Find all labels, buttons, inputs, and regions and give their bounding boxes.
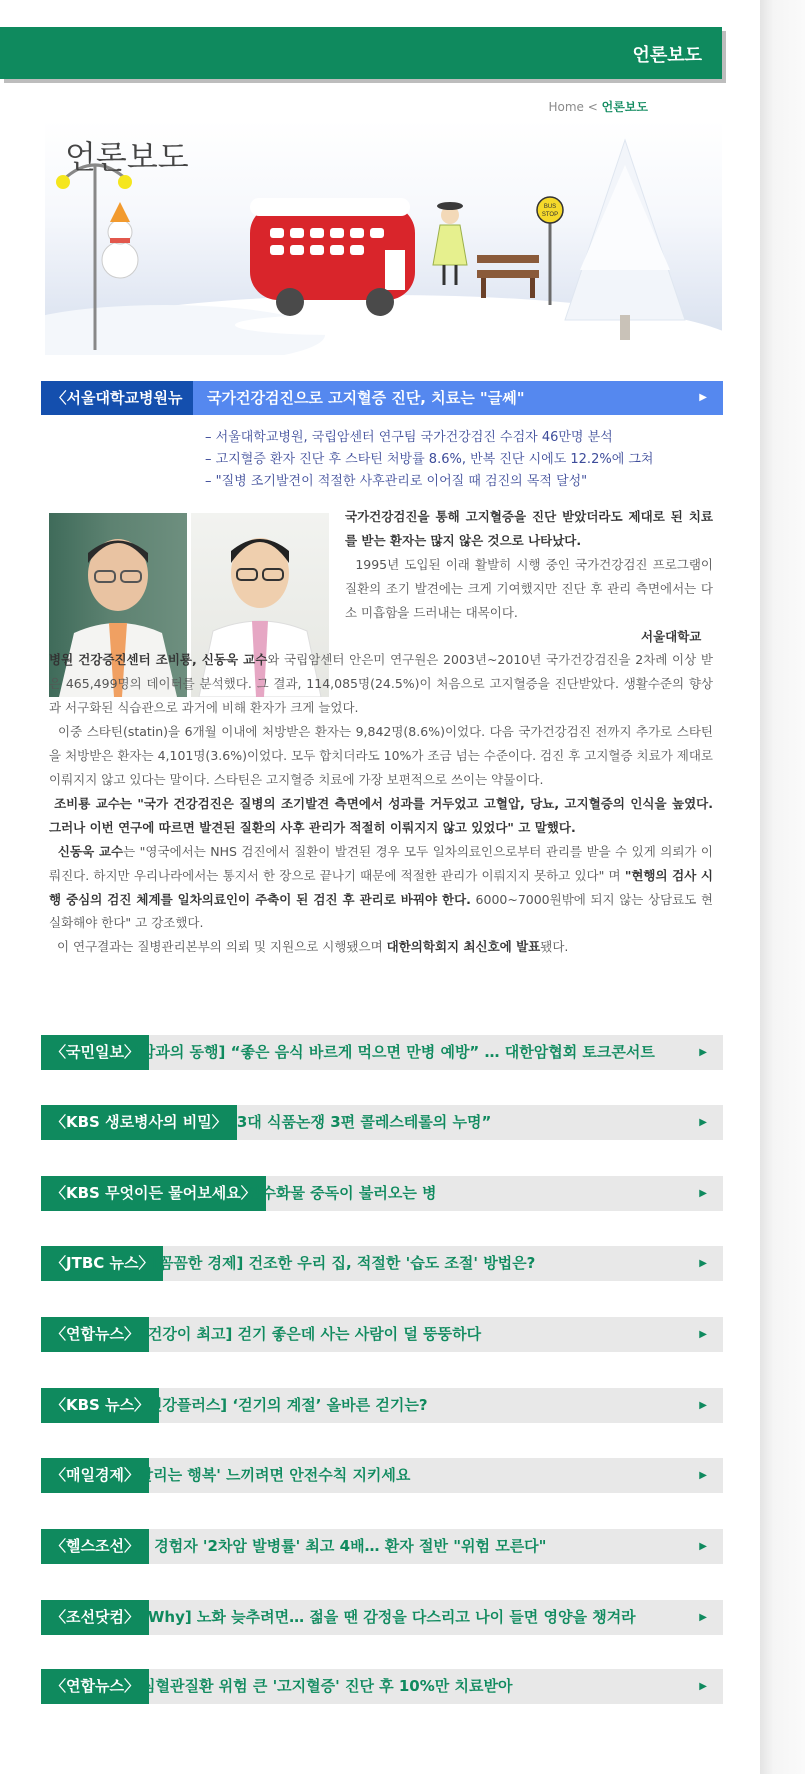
news-source-tag: 〈연합뉴스〉 <box>41 1669 149 1704</box>
arrow-right-icon: ▶ <box>699 392 707 403</box>
bus-stop-sign-icon <box>537 197 563 305</box>
breadcrumb <box>549 98 649 115</box>
summary-item: – "질병 조기발견이 적절한 사후관리로 이어질 때 검진의 목적 달성" <box>205 474 588 489</box>
news-headline[interactable]: [건강플러스] ‘걷기의 계절’ 올바른 걷기는? <box>141 1396 428 1414</box>
news-headline[interactable]: 탄수화물 중독이 불러오는 병 <box>247 1184 437 1202</box>
article-text-bold: 서울대학교병원 건강증진센터 조비룡, 신동욱 교수 <box>49 628 702 668</box>
featured-article-body <box>49 505 713 959</box>
article-paragraph <box>49 720 713 792</box>
news-item[interactable] <box>41 1458 723 1493</box>
svg-text:BUS: BUS <box>543 204 557 210</box>
article-text: 1995년 도입된 이래 활발히 시행 중인 국가건강검진 프로그램이 질환의 조기 발견에는 크게 기여했지만 진단 후 관리 측면에서는 다소 미흡함을 드러내는 대목이다. <box>345 556 713 620</box>
arrow-right-icon: ▶ <box>699 1681 707 1692</box>
article-text: 6000~7000원밖에 되지 않는 상담료도 현실화해야 한다" 고 강조했다. <box>49 891 713 931</box>
news-item[interactable] <box>41 1669 723 1704</box>
news-item[interactable] <box>41 1035 723 1070</box>
header-title: 언론보도 <box>632 45 702 66</box>
news-source-tag: 〈연합뉴스〉 <box>41 1317 149 1352</box>
article-text: 됐다. <box>540 939 569 955</box>
svg-text:STOP: STOP <box>541 212 559 218</box>
featured-summary-list <box>205 427 654 493</box>
news-headline[interactable]: [꼼꼼한 경제] 건조한 우리 집, 적절한 '습도 조절' 방법은? <box>152 1254 536 1272</box>
article-paragraph <box>345 553 713 625</box>
snowman-icon <box>102 202 138 278</box>
featured-headline[interactable]: 국가건강검진으로 고지혈증 진단, 치료는 "글쎄" <box>207 389 525 407</box>
arrow-right-icon: ▶ <box>699 1541 707 1552</box>
tree-icon <box>565 140 685 340</box>
article-text: 와 국립암센터 안은미 연구원은 2003년~2010년 국가건강검진을 2차례 이상 받은 465,499명의 데이터를 분석했다. 그 결과, 114,085명(24.5%)이 처음으로 고지혈증을 진단받았다. 생활수준의 향상과 서구화된 식습관으로 과거에 비해 환자가 크게 늘었다. <box>49 652 713 716</box>
arrow-right-icon: ▶ <box>699 1329 707 1340</box>
arrow-right-icon: ▶ <box>699 1400 707 1411</box>
arrow-right-icon: ▶ <box>699 1188 707 1199</box>
summary-item: – 고지혈증 환자 진단 후 스타틴 처방률 8.6%, 반복 진단 시에도 12.2%에 그쳐 <box>205 452 654 467</box>
girl-icon <box>433 202 467 285</box>
article-text-bold: 조비룡 교수는 "국가 건강검진은 질병의 조기발견 측면에서 성과를 거두었고 고혈압, 당뇨, 고지혈증의 인식을 높였다. 그러나 이번 연구에 따르면 발견된 질환의 사후 관리가 적절히 이뤄지지 않고 있었다" 고 말했다. <box>49 795 713 835</box>
arrow-right-icon: ▶ <box>699 1470 707 1481</box>
arrow-right-icon: ▶ <box>699 1117 707 1128</box>
news-source-tag: 〈국민일보〉 <box>41 1035 149 1070</box>
breadcrumb-separator: < <box>583 100 602 114</box>
news-item[interactable] <box>41 1600 723 1635</box>
news-headline[interactable]: [건강이 최고] 걷기 좋은데 사는 사람이 덜 뚱뚱하다 <box>141 1325 482 1343</box>
news-headline[interactable]: [Why] 노화 늦추려면… 젊을 땐 감정을 다스리고 나이 들면 영양을 챙겨라 <box>141 1608 636 1626</box>
news-headline[interactable]: “3대 식품논쟁 3편 콜레스테롤의 누명” <box>227 1113 492 1131</box>
article-paragraph <box>49 840 713 936</box>
arrow-right-icon: ▶ <box>699 1047 707 1058</box>
right-edge-shadow <box>760 0 805 1774</box>
article-text: 이 연구결과는 질병관리본부의 의뢰 및 지원으로 시행됐으며 <box>56 939 387 955</box>
news-source-tag: 〈헬스조선〉 <box>41 1529 149 1564</box>
article-lead-text: 국가건강검진을 통해 고지혈증을 진단 받았더라도 제대로 된 치료를 받는 환자는 많지 않은 것으로 나타났다. <box>345 509 713 548</box>
page-title: 언론보도 <box>65 138 189 176</box>
news-source-tag: 〈KBS 뉴스〉 <box>41 1388 159 1423</box>
article-paragraph <box>49 625 713 721</box>
news-item[interactable] <box>41 1529 723 1564</box>
news-headline[interactable]: 癌 경험자 '2차암 발병률' 최고 4배… 환자 절반 "위험 모른다" <box>134 1537 547 1555</box>
article-paragraph <box>49 935 713 959</box>
news-item[interactable] <box>41 1246 723 1281</box>
breadcrumb-current: 언론보도 <box>601 100 648 114</box>
article-lead <box>345 505 713 553</box>
news-item[interactable] <box>41 1176 723 1211</box>
page-banner <box>45 120 722 355</box>
featured-source-tag: 〈서울대학교병원뉴스〉 <box>41 381 193 415</box>
news-headline[interactable]: [암과의 동행] “좋은 음식 바르게 먹으면 만병 예방” … 대한암협회 토크콘서트 <box>134 1043 655 1061</box>
news-item[interactable] <box>41 1105 723 1140</box>
arrow-right-icon: ▶ <box>699 1612 707 1623</box>
news-source-tag: 〈KBS 생로병사의 비밀〉 <box>41 1105 237 1140</box>
article-text-bold: 신동욱 교수 <box>57 843 124 859</box>
article-text: 이중 스타틴(statin)을 6개월 이내에 처방받은 환자는 9,842명(8.6%)이었다. 다음 국가건강검진 전까지 추가로 스타틴을 처방받은 환자는 4,101명(3.6%)이었다. 모두 합치더라도 10%가 조금 넘는 수준이다. 검진 후 고지혈증 치료가 제대로 이뤄지지 않고 있다는 말이다. 스타틴은 고지혈증 치료에 가장 보편적으로 쓰이는 약물이다. <box>49 724 714 787</box>
top-header-bar <box>0 27 722 79</box>
arrow-right-icon: ▶ <box>699 1258 707 1269</box>
summary-item: – 서울대학교병원, 국립암센터 연구팀 국가건강검진 수검자 46만명 분석 <box>205 430 613 445</box>
article-text-bold: 대한의학회지 최신호에 발표 <box>386 939 541 955</box>
news-headline[interactable]: '달리는 행복' 느끼려면 안전수칙 지키세요 <box>134 1466 411 1484</box>
article-text: 는 "영국에서는 NHS 검진에서 질환이 발견된 경우 모두 일차의료인으로부터 관리를 받을 수 있게 의뢰가 이뤄진다. 하지만 우리나라에서는 통지서 한 장으로 끝나기 때문에 적절한 관리가 이뤄지지 못하고 있다" 며 <box>49 843 714 883</box>
news-item[interactable] <box>41 1317 723 1352</box>
news-item[interactable] <box>41 1388 723 1423</box>
news-source-tag: 〈매일경제〉 <box>41 1458 149 1493</box>
news-source-tag: 〈KBS 무엇이든 물어보세요〉 <box>41 1176 266 1211</box>
news-headline[interactable]: 심혈관질환 위험 큰 '고지혈증' 진단 후 10%만 치료받아 <box>141 1677 513 1695</box>
breadcrumb-home[interactable]: Home <box>548 100 584 114</box>
news-source-tag: 〈JTBC 뉴스〉 <box>41 1246 163 1281</box>
bench-icon <box>477 255 539 298</box>
article-paragraph <box>49 792 713 840</box>
news-source-tag: 〈조선닷컴〉 <box>41 1600 149 1635</box>
article-text-bold: "현행의 검사 시행 중심의 검진 체계를 일차의료인이 주축이 된 검진 후 관리로 바꿔야 한다. <box>49 867 713 907</box>
